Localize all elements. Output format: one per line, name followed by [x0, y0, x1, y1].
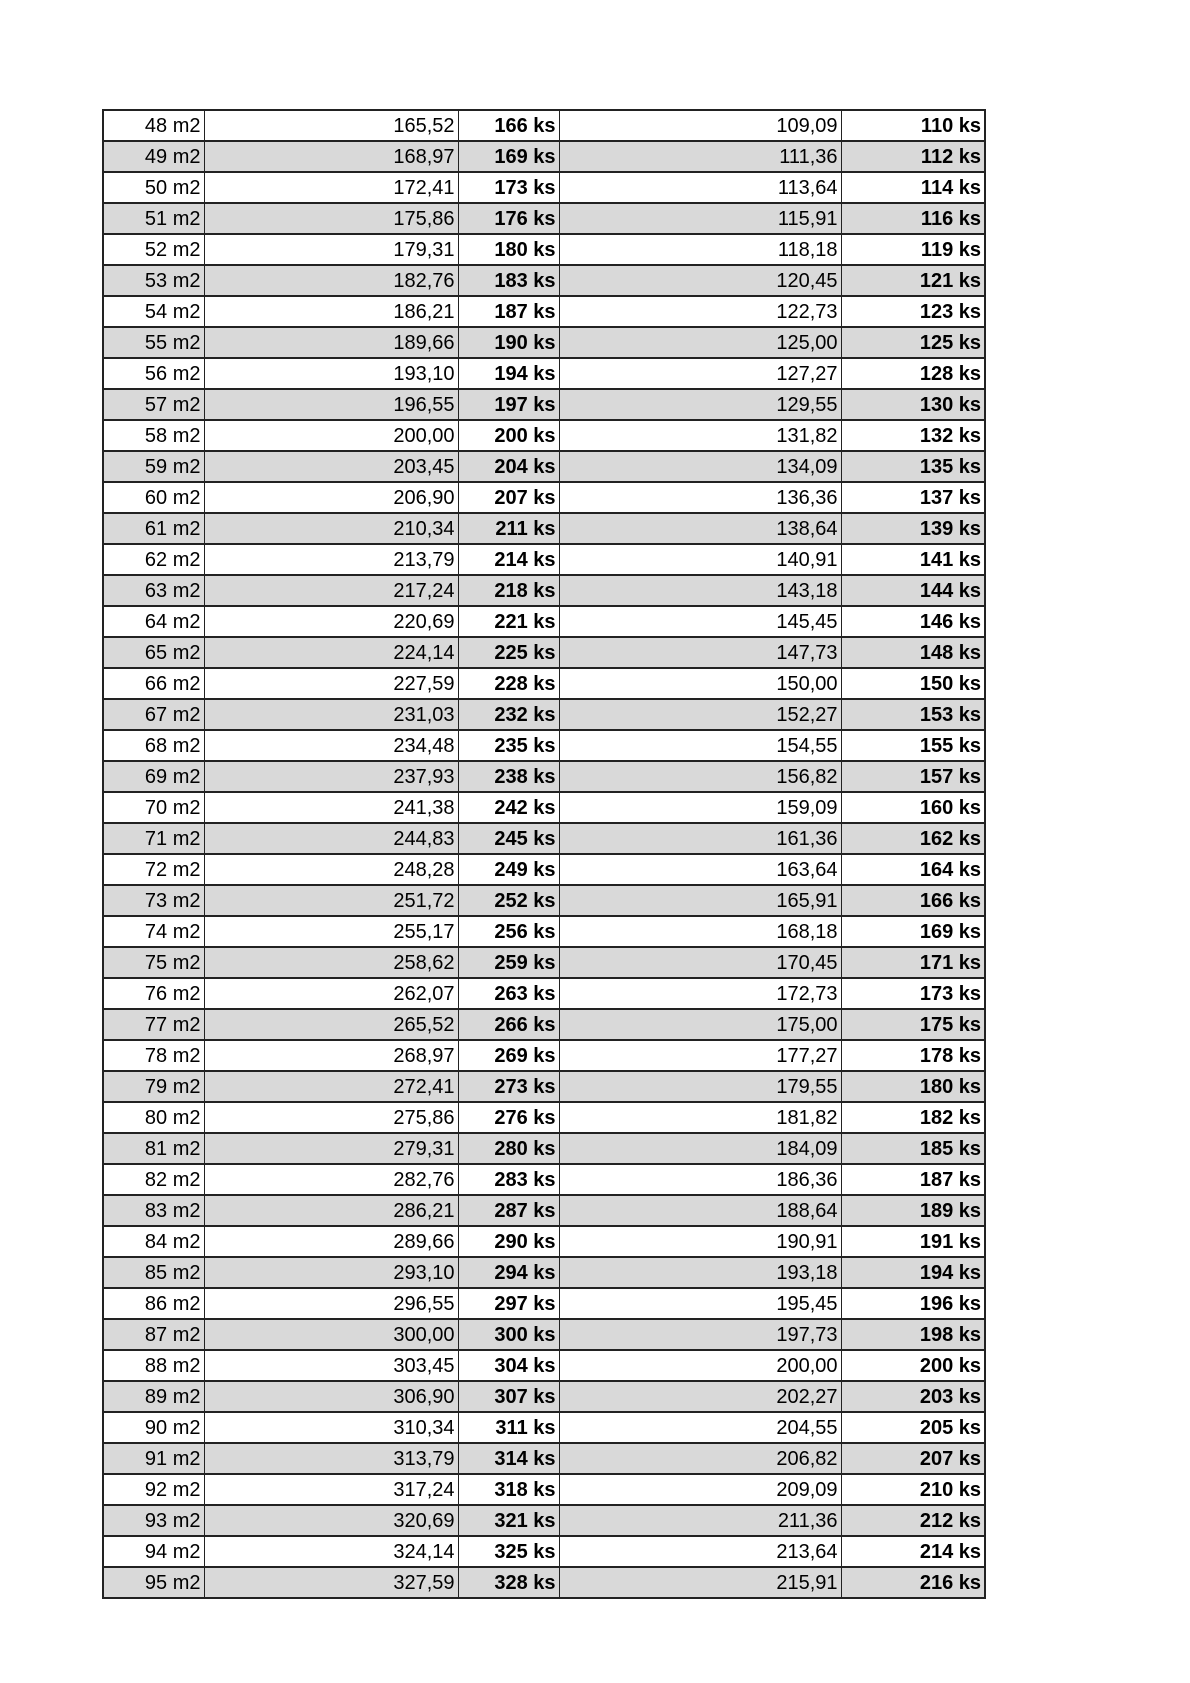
pieces-2-cell: 132 ks: [841, 420, 985, 451]
table-row: [103, 110, 985, 141]
value-1-cell: 255,17: [204, 916, 458, 947]
table-row: [103, 916, 985, 947]
table-row: [103, 513, 985, 544]
table-row: [103, 885, 985, 916]
value-1-cell: 168,97: [204, 141, 458, 172]
area-cell: 70 m2: [103, 792, 204, 823]
area-cell: 80 m2: [103, 1102, 204, 1133]
table-row: [103, 1319, 985, 1350]
table-row: [103, 172, 985, 203]
area-cell: 75 m2: [103, 947, 204, 978]
pieces-1-cell: 269 ks: [458, 1040, 559, 1071]
value-1-cell: 296,55: [204, 1288, 458, 1319]
pieces-1-cell: 259 ks: [458, 947, 559, 978]
value-1-cell: 189,66: [204, 327, 458, 358]
pieces-2-cell: 203 ks: [841, 1381, 985, 1412]
table-row: [103, 1257, 985, 1288]
value-1-cell: 203,45: [204, 451, 458, 482]
value-2-cell: 159,09: [559, 792, 841, 823]
table-row: [103, 451, 985, 482]
pieces-2-cell: 116 ks: [841, 203, 985, 234]
table-row: [103, 606, 985, 637]
table-row: [103, 1195, 985, 1226]
pieces-2-cell: 205 ks: [841, 1412, 985, 1443]
area-cell: 52 m2: [103, 234, 204, 265]
area-cell: 83 m2: [103, 1195, 204, 1226]
value-1-cell: 220,69: [204, 606, 458, 637]
pieces-1-cell: 304 ks: [458, 1350, 559, 1381]
pieces-2-cell: 187 ks: [841, 1164, 985, 1195]
pieces-1-cell: 190 ks: [458, 327, 559, 358]
value-2-cell: 215,91: [559, 1567, 841, 1598]
value-2-cell: 140,91: [559, 544, 841, 575]
pieces-2-cell: 114 ks: [841, 172, 985, 203]
area-cell: 79 m2: [103, 1071, 204, 1102]
pieces-2-cell: 194 ks: [841, 1257, 985, 1288]
pieces-1-cell: 204 ks: [458, 451, 559, 482]
pieces-2-cell: 200 ks: [841, 1350, 985, 1381]
pieces-2-cell: 169 ks: [841, 916, 985, 947]
pieces-1-cell: 273 ks: [458, 1071, 559, 1102]
value-2-cell: 115,91: [559, 203, 841, 234]
value-2-cell: 154,55: [559, 730, 841, 761]
pieces-1-cell: 194 ks: [458, 358, 559, 389]
pieces-2-cell: 125 ks: [841, 327, 985, 358]
table-row: [103, 792, 985, 823]
area-cell: 89 m2: [103, 1381, 204, 1412]
area-cell: 59 m2: [103, 451, 204, 482]
value-1-cell: 227,59: [204, 668, 458, 699]
pieces-2-cell: 178 ks: [841, 1040, 985, 1071]
value-1-cell: 200,00: [204, 420, 458, 451]
pieces-1-cell: 325 ks: [458, 1536, 559, 1567]
pieces-1-cell: 287 ks: [458, 1195, 559, 1226]
area-cell: 93 m2: [103, 1505, 204, 1536]
table-row: [103, 854, 985, 885]
value-2-cell: 113,64: [559, 172, 841, 203]
table-row: [103, 761, 985, 792]
table-row: [103, 575, 985, 606]
area-cell: 76 m2: [103, 978, 204, 1009]
value-1-cell: 217,24: [204, 575, 458, 606]
value-1-cell: 324,14: [204, 1536, 458, 1567]
area-cell: 61 m2: [103, 513, 204, 544]
pieces-2-cell: 153 ks: [841, 699, 985, 730]
table-row: [103, 1381, 985, 1412]
area-cell: 90 m2: [103, 1412, 204, 1443]
pieces-2-cell: 137 ks: [841, 482, 985, 513]
area-cell: 50 m2: [103, 172, 204, 203]
table-row: [103, 1133, 985, 1164]
area-cell: 57 m2: [103, 389, 204, 420]
value-1-cell: 237,93: [204, 761, 458, 792]
pieces-1-cell: 214 ks: [458, 544, 559, 575]
pieces-1-cell: 235 ks: [458, 730, 559, 761]
pieces-2-cell: 171 ks: [841, 947, 985, 978]
table-row: [103, 668, 985, 699]
area-cell: 91 m2: [103, 1443, 204, 1474]
value-2-cell: 209,09: [559, 1474, 841, 1505]
pieces-2-cell: 189 ks: [841, 1195, 985, 1226]
pieces-2-cell: 155 ks: [841, 730, 985, 761]
table-row: [103, 141, 985, 172]
value-1-cell: 179,31: [204, 234, 458, 265]
pieces-1-cell: 200 ks: [458, 420, 559, 451]
area-cell: 82 m2: [103, 1164, 204, 1195]
pieces-1-cell: 263 ks: [458, 978, 559, 1009]
table-row: [103, 482, 985, 513]
value-1-cell: 172,41: [204, 172, 458, 203]
pieces-2-cell: 180 ks: [841, 1071, 985, 1102]
pieces-1-cell: 290 ks: [458, 1226, 559, 1257]
value-2-cell: 120,45: [559, 265, 841, 296]
area-cell: 48 m2: [103, 110, 204, 141]
value-1-cell: 310,34: [204, 1412, 458, 1443]
value-2-cell: 165,91: [559, 885, 841, 916]
table-row: [103, 389, 985, 420]
pieces-1-cell: 197 ks: [458, 389, 559, 420]
pieces-2-cell: 150 ks: [841, 668, 985, 699]
value-2-cell: 181,82: [559, 1102, 841, 1133]
pieces-2-cell: 139 ks: [841, 513, 985, 544]
area-quantity-table: [102, 109, 986, 1599]
area-cell: 78 m2: [103, 1040, 204, 1071]
area-cell: 69 m2: [103, 761, 204, 792]
table-row: [103, 1226, 985, 1257]
pieces-1-cell: 328 ks: [458, 1567, 559, 1598]
value-1-cell: 275,86: [204, 1102, 458, 1133]
pieces-1-cell: 252 ks: [458, 885, 559, 916]
area-cell: 95 m2: [103, 1567, 204, 1598]
pieces-1-cell: 183 ks: [458, 265, 559, 296]
table-row: [103, 1040, 985, 1071]
value-1-cell: 282,76: [204, 1164, 458, 1195]
pieces-2-cell: 210 ks: [841, 1474, 985, 1505]
value-1-cell: 244,83: [204, 823, 458, 854]
pieces-2-cell: 212 ks: [841, 1505, 985, 1536]
value-1-cell: 258,62: [204, 947, 458, 978]
pieces-2-cell: 216 ks: [841, 1567, 985, 1598]
value-2-cell: 125,00: [559, 327, 841, 358]
table-row: [103, 296, 985, 327]
value-2-cell: 195,45: [559, 1288, 841, 1319]
area-cell: 94 m2: [103, 1536, 204, 1567]
pieces-2-cell: 164 ks: [841, 854, 985, 885]
area-cell: 65 m2: [103, 637, 204, 668]
table-row: [103, 1567, 985, 1598]
pieces-2-cell: 191 ks: [841, 1226, 985, 1257]
area-cell: 55 m2: [103, 327, 204, 358]
pieces-1-cell: 166 ks: [458, 110, 559, 141]
pieces-1-cell: 276 ks: [458, 1102, 559, 1133]
pieces-2-cell: 121 ks: [841, 265, 985, 296]
table-row: [103, 1288, 985, 1319]
area-cell: 49 m2: [103, 141, 204, 172]
pieces-1-cell: 294 ks: [458, 1257, 559, 1288]
value-2-cell: 145,45: [559, 606, 841, 637]
value-2-cell: 175,00: [559, 1009, 841, 1040]
value-2-cell: 127,27: [559, 358, 841, 389]
area-cell: 54 m2: [103, 296, 204, 327]
value-1-cell: 165,52: [204, 110, 458, 141]
value-2-cell: 118,18: [559, 234, 841, 265]
table-row: [103, 544, 985, 575]
pieces-1-cell: 225 ks: [458, 637, 559, 668]
table-row: [103, 1071, 985, 1102]
pieces-2-cell: 166 ks: [841, 885, 985, 916]
value-2-cell: 188,64: [559, 1195, 841, 1226]
pieces-2-cell: 148 ks: [841, 637, 985, 668]
pieces-2-cell: 214 ks: [841, 1536, 985, 1567]
pieces-1-cell: 249 ks: [458, 854, 559, 885]
pieces-1-cell: 314 ks: [458, 1443, 559, 1474]
value-1-cell: 210,34: [204, 513, 458, 544]
pieces-2-cell: 135 ks: [841, 451, 985, 482]
table-row: [103, 637, 985, 668]
area-cell: 92 m2: [103, 1474, 204, 1505]
value-2-cell: 136,36: [559, 482, 841, 513]
pieces-1-cell: 300 ks: [458, 1319, 559, 1350]
value-2-cell: 161,36: [559, 823, 841, 854]
pieces-1-cell: 311 ks: [458, 1412, 559, 1443]
value-2-cell: 131,82: [559, 420, 841, 451]
pieces-1-cell: 283 ks: [458, 1164, 559, 1195]
value-1-cell: 268,97: [204, 1040, 458, 1071]
table-row: [103, 1350, 985, 1381]
pieces-2-cell: 141 ks: [841, 544, 985, 575]
pieces-2-cell: 157 ks: [841, 761, 985, 792]
area-cell: 84 m2: [103, 1226, 204, 1257]
value-1-cell: 248,28: [204, 854, 458, 885]
value-1-cell: 320,69: [204, 1505, 458, 1536]
pieces-1-cell: 280 ks: [458, 1133, 559, 1164]
value-1-cell: 213,79: [204, 544, 458, 575]
pieces-1-cell: 207 ks: [458, 482, 559, 513]
pieces-1-cell: 228 ks: [458, 668, 559, 699]
table-row: [103, 1474, 985, 1505]
value-2-cell: 184,09: [559, 1133, 841, 1164]
pieces-2-cell: 160 ks: [841, 792, 985, 823]
area-cell: 67 m2: [103, 699, 204, 730]
value-2-cell: 172,73: [559, 978, 841, 1009]
pieces-2-cell: 182 ks: [841, 1102, 985, 1133]
value-1-cell: 231,03: [204, 699, 458, 730]
value-2-cell: 168,18: [559, 916, 841, 947]
pieces-1-cell: 187 ks: [458, 296, 559, 327]
pieces-2-cell: 146 ks: [841, 606, 985, 637]
pieces-2-cell: 198 ks: [841, 1319, 985, 1350]
value-1-cell: 265,52: [204, 1009, 458, 1040]
value-2-cell: 111,36: [559, 141, 841, 172]
table-row: [103, 358, 985, 389]
value-2-cell: 163,64: [559, 854, 841, 885]
table-row: [103, 420, 985, 451]
value-1-cell: 262,07: [204, 978, 458, 1009]
area-cell: 85 m2: [103, 1257, 204, 1288]
table-row: [103, 1164, 985, 1195]
area-cell: 74 m2: [103, 916, 204, 947]
area-cell: 60 m2: [103, 482, 204, 513]
area-cell: 72 m2: [103, 854, 204, 885]
pieces-1-cell: 256 ks: [458, 916, 559, 947]
value-2-cell: 193,18: [559, 1257, 841, 1288]
value-1-cell: 186,21: [204, 296, 458, 327]
pieces-2-cell: 144 ks: [841, 575, 985, 606]
value-1-cell: 289,66: [204, 1226, 458, 1257]
area-cell: 88 m2: [103, 1350, 204, 1381]
table-row: [103, 823, 985, 854]
value-1-cell: 303,45: [204, 1350, 458, 1381]
value-2-cell: 134,09: [559, 451, 841, 482]
value-1-cell: 224,14: [204, 637, 458, 668]
table-row: [103, 1443, 985, 1474]
table-row: [103, 1505, 985, 1536]
value-1-cell: 175,86: [204, 203, 458, 234]
value-1-cell: 241,38: [204, 792, 458, 823]
pieces-2-cell: 119 ks: [841, 234, 985, 265]
value-2-cell: 152,27: [559, 699, 841, 730]
area-cell: 87 m2: [103, 1319, 204, 1350]
value-1-cell: 300,00: [204, 1319, 458, 1350]
pieces-1-cell: 232 ks: [458, 699, 559, 730]
value-1-cell: 286,21: [204, 1195, 458, 1226]
value-2-cell: 197,73: [559, 1319, 841, 1350]
pieces-1-cell: 242 ks: [458, 792, 559, 823]
pieces-2-cell: 110 ks: [841, 110, 985, 141]
value-2-cell: 190,91: [559, 1226, 841, 1257]
value-2-cell: 213,64: [559, 1536, 841, 1567]
table-row: [103, 730, 985, 761]
pieces-1-cell: 221 ks: [458, 606, 559, 637]
area-cell: 71 m2: [103, 823, 204, 854]
value-2-cell: 143,18: [559, 575, 841, 606]
value-2-cell: 186,36: [559, 1164, 841, 1195]
table-row: [103, 1009, 985, 1040]
pieces-1-cell: 176 ks: [458, 203, 559, 234]
value-2-cell: 204,55: [559, 1412, 841, 1443]
value-1-cell: 193,10: [204, 358, 458, 389]
pieces-1-cell: 318 ks: [458, 1474, 559, 1505]
area-cell: 51 m2: [103, 203, 204, 234]
value-2-cell: 147,73: [559, 637, 841, 668]
pieces-2-cell: 162 ks: [841, 823, 985, 854]
value-2-cell: 129,55: [559, 389, 841, 420]
pieces-2-cell: 207 ks: [841, 1443, 985, 1474]
value-2-cell: 138,64: [559, 513, 841, 544]
area-cell: 53 m2: [103, 265, 204, 296]
value-1-cell: 196,55: [204, 389, 458, 420]
value-2-cell: 211,36: [559, 1505, 841, 1536]
value-1-cell: 206,90: [204, 482, 458, 513]
area-cell: 62 m2: [103, 544, 204, 575]
value-2-cell: 150,00: [559, 668, 841, 699]
value-2-cell: 156,82: [559, 761, 841, 792]
pieces-1-cell: 266 ks: [458, 1009, 559, 1040]
table-row: [103, 327, 985, 358]
area-cell: 64 m2: [103, 606, 204, 637]
table-row: [103, 947, 985, 978]
pieces-2-cell: 173 ks: [841, 978, 985, 1009]
pieces-1-cell: 218 ks: [458, 575, 559, 606]
value-1-cell: 327,59: [204, 1567, 458, 1598]
table-row: [103, 978, 985, 1009]
table-row: [103, 699, 985, 730]
area-cell: 77 m2: [103, 1009, 204, 1040]
pieces-1-cell: 307 ks: [458, 1381, 559, 1412]
value-1-cell: 272,41: [204, 1071, 458, 1102]
area-cell: 81 m2: [103, 1133, 204, 1164]
area-cell: 66 m2: [103, 668, 204, 699]
pieces-1-cell: 321 ks: [458, 1505, 559, 1536]
value-2-cell: 200,00: [559, 1350, 841, 1381]
value-2-cell: 109,09: [559, 110, 841, 141]
table-row: [103, 1536, 985, 1567]
value-1-cell: 306,90: [204, 1381, 458, 1412]
value-1-cell: 182,76: [204, 265, 458, 296]
table-row: [103, 203, 985, 234]
pieces-2-cell: 112 ks: [841, 141, 985, 172]
value-1-cell: 234,48: [204, 730, 458, 761]
value-2-cell: 179,55: [559, 1071, 841, 1102]
value-1-cell: 251,72: [204, 885, 458, 916]
pieces-1-cell: 211 ks: [458, 513, 559, 544]
value-2-cell: 170,45: [559, 947, 841, 978]
table-row: [103, 234, 985, 265]
pieces-2-cell: 196 ks: [841, 1288, 985, 1319]
pieces-2-cell: 123 ks: [841, 296, 985, 327]
pieces-1-cell: 238 ks: [458, 761, 559, 792]
pieces-1-cell: 180 ks: [458, 234, 559, 265]
table-row: [103, 265, 985, 296]
value-1-cell: 279,31: [204, 1133, 458, 1164]
value-2-cell: 122,73: [559, 296, 841, 327]
pieces-2-cell: 130 ks: [841, 389, 985, 420]
area-cell: 86 m2: [103, 1288, 204, 1319]
value-2-cell: 202,27: [559, 1381, 841, 1412]
pieces-1-cell: 297 ks: [458, 1288, 559, 1319]
pieces-1-cell: 169 ks: [458, 141, 559, 172]
pieces-1-cell: 173 ks: [458, 172, 559, 203]
value-1-cell: 313,79: [204, 1443, 458, 1474]
area-cell: 58 m2: [103, 420, 204, 451]
value-1-cell: 317,24: [204, 1474, 458, 1505]
area-cell: 56 m2: [103, 358, 204, 389]
value-1-cell: 293,10: [204, 1257, 458, 1288]
pieces-1-cell: 245 ks: [458, 823, 559, 854]
table-row: [103, 1102, 985, 1133]
area-cell: 63 m2: [103, 575, 204, 606]
pieces-2-cell: 128 ks: [841, 358, 985, 389]
pieces-2-cell: 175 ks: [841, 1009, 985, 1040]
value-2-cell: 177,27: [559, 1040, 841, 1071]
table-row: [103, 1412, 985, 1443]
pieces-2-cell: 185 ks: [841, 1133, 985, 1164]
area-cell: 73 m2: [103, 885, 204, 916]
area-cell: 68 m2: [103, 730, 204, 761]
value-2-cell: 206,82: [559, 1443, 841, 1474]
table-body: [103, 110, 985, 1598]
